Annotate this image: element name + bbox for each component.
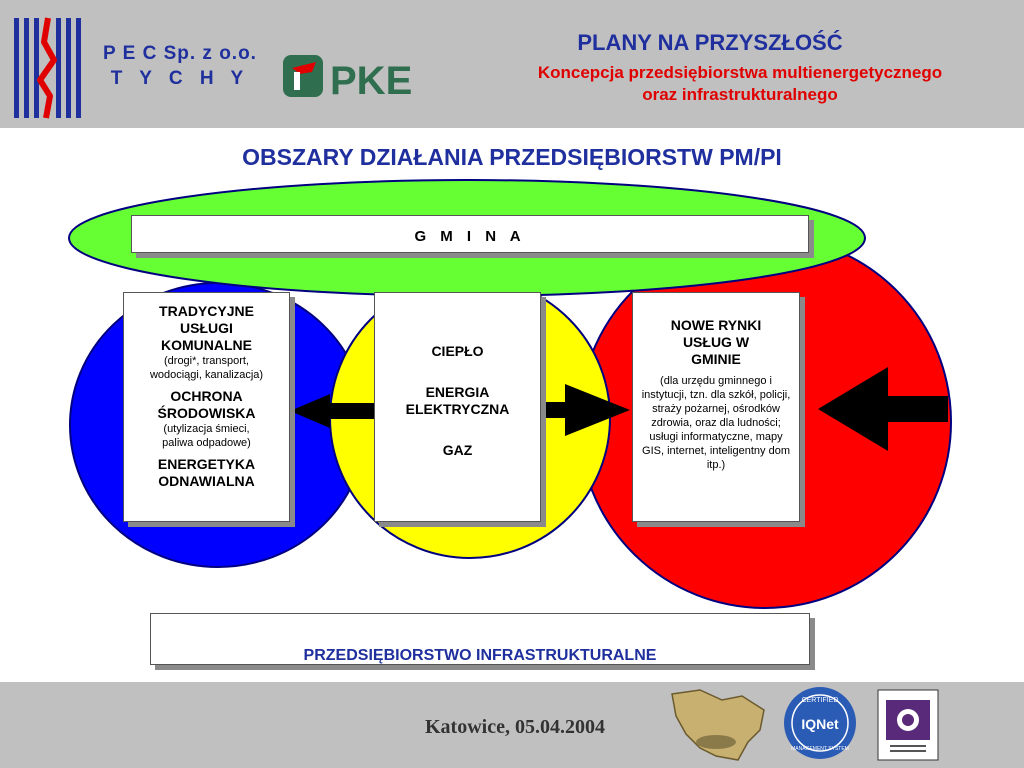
company-name-text: P E C Sp. z o.o. [103,43,257,64]
new-markets-heading: NOWE RYNKI USŁUG W GMINIE [670,317,762,367]
traditional-services-heading: TRADYCYJNE USŁUGI KOMUNALNE [159,303,254,353]
gas-item: GAZ [442,442,473,458]
company-name [88,42,272,91]
subtitle-line-1: Koncepcja przedsiębiorstwa multienergetycznego [537,63,943,82]
diagram-title: OBSZARY DZIAŁANIA PRZEDSIĘBIORSTW PM/PI [242,144,782,170]
page-subtitle [440,62,1024,106]
gmina-box: G M I N A [131,215,809,253]
environment-note: (utylizacja śmieci, paliwa odpadowe) [162,423,251,449]
environment-heading: OCHRONA ŚRODOWISKA [157,388,256,421]
new-markets-box [632,292,800,522]
certificate-badge-icon [878,690,938,760]
pke-logo [283,55,412,103]
svg-text:IQNet: IQNet [801,716,839,732]
svg-text:CERTIFIED: CERTIFIED [801,697,839,704]
renewable-energy-heading: ENERGETYKA ODNAWIALNA [157,456,256,489]
company-city: T Y C H Y [110,67,250,89]
page-title: PLANY NA PRZYSZŁOŚĆ [577,30,843,55]
svg-text:PKE: PKE [330,59,413,103]
electricity-item: ENERGIA ELEKTRYCZNA [405,384,510,417]
traditional-services-note: (drogi*, transport, wodociągi, kanalizacja) [149,355,264,381]
region-map-icon [672,690,764,760]
infrastructure-box: PRZEDSIĘBIORSTWO INFRASTRUKTURALNE [150,613,810,665]
iqnet-badge-icon [784,687,856,759]
pec-logo [14,18,81,118]
footer-date: Katowice, 05.04.2004 [425,716,605,738]
energy-box [374,292,541,522]
svg-text:MANAGEMENT SYSTEM: MANAGEMENT SYSTEM [791,746,849,752]
heat-item: CIEPŁO [431,343,484,359]
traditional-services-box [123,292,290,522]
subtitle-line-2: oraz infrastrukturalnego [642,85,838,105]
new-markets-note: (dla urzędu gminnego i instytucji, tzn. dla szkół, policji, straży pożarnej, ośrodków zdrowia, oraz dla ludności; usługi informatyczne, mapy GIS, internet, inteligentny dom itp.) [641,375,791,471]
